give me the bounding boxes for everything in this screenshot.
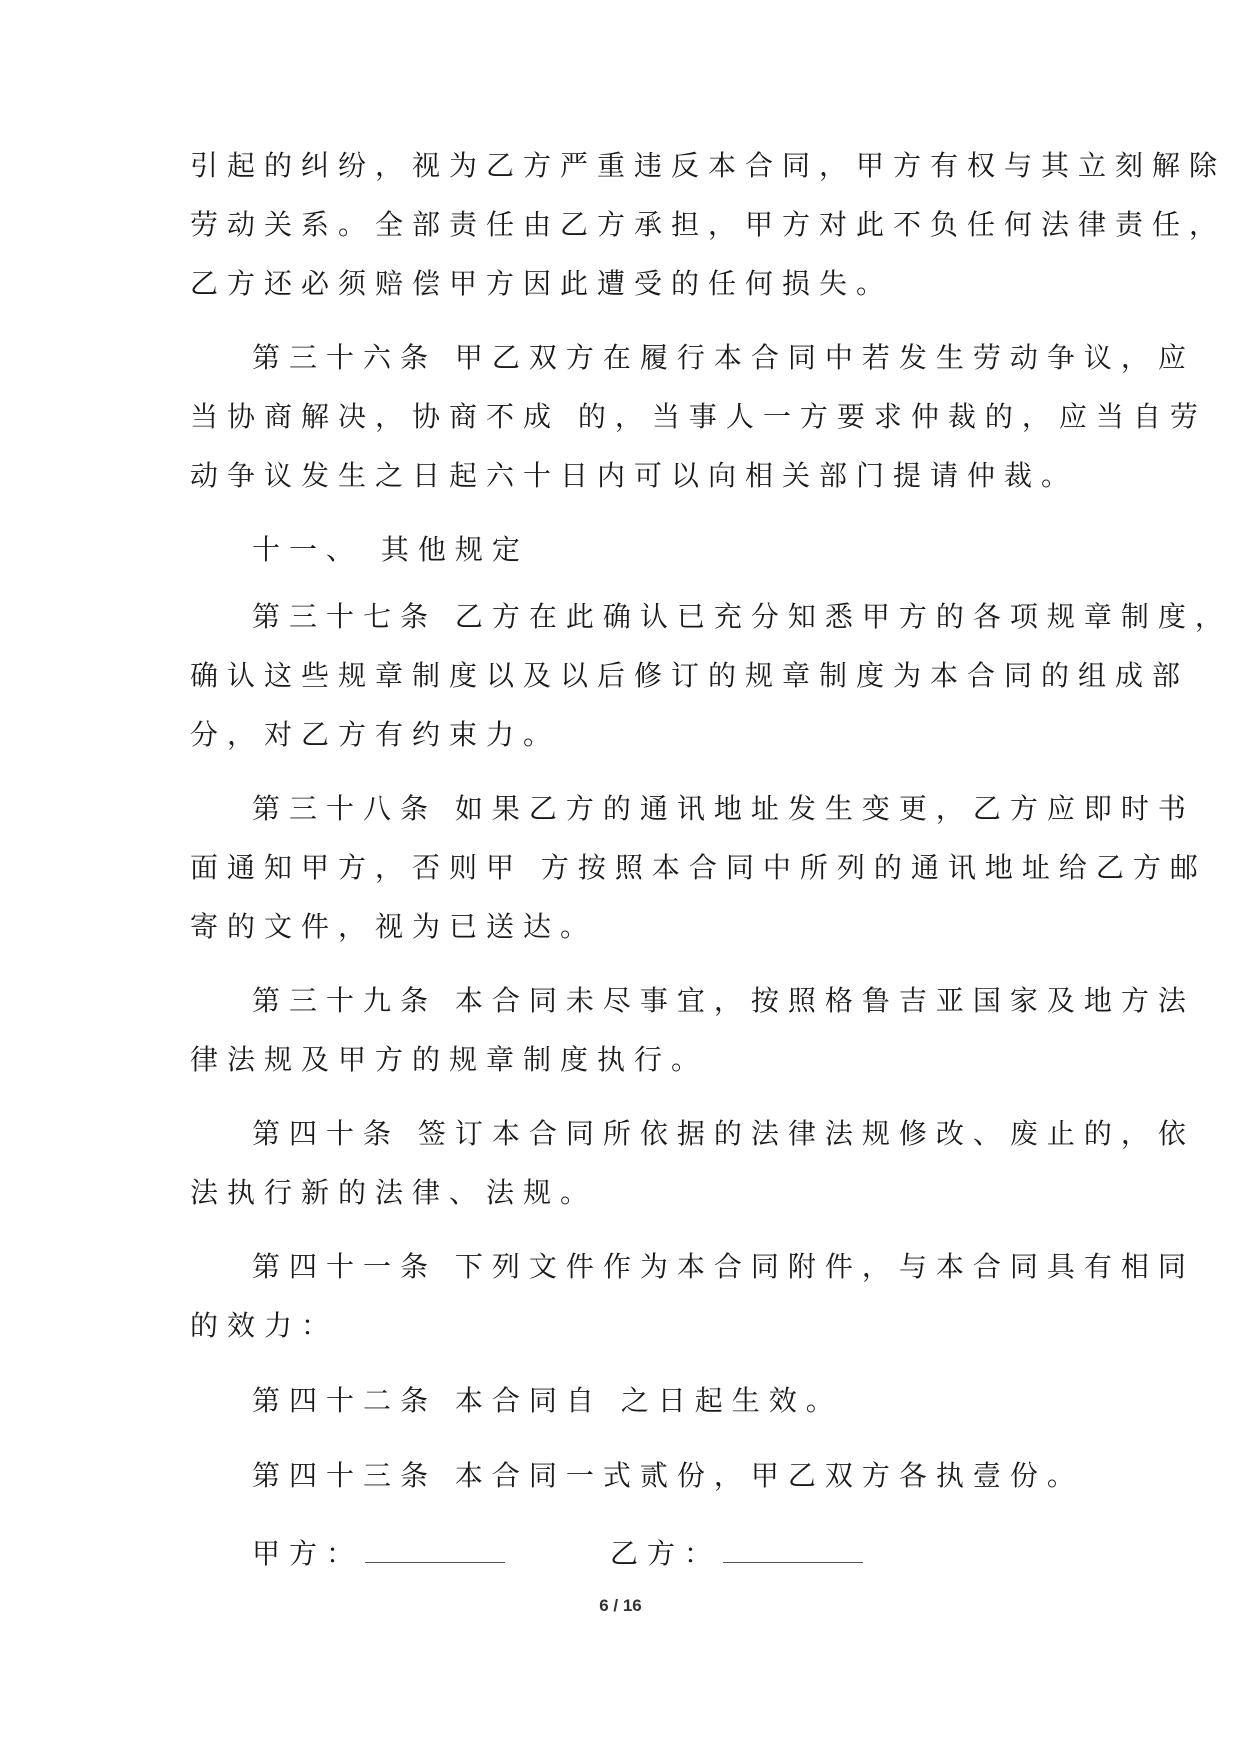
article-36-line-2: 当协商解决，协商不成 的，当事人一方要求仲裁的，应当自劳 — [190, 400, 1207, 433]
paragraph-1-line-3: 乙方还必须赔偿甲方因此遭受的任何损失。 — [190, 267, 894, 300]
party-a-label: 甲方： — [252, 1537, 364, 1570]
article-38-line-2: 面通知甲方，否则甲 方按照本合同中所列的通讯地址给乙方邮 — [190, 851, 1207, 884]
paragraph-1-line-2: 劳动关系。全部责任由乙方承担，甲方对此不负任何法律责任， — [190, 208, 1227, 241]
paragraph-1-line-1: 引起的纠纷，视为乙方严重违反本合同，甲方有权与其立刻解除 — [190, 149, 1227, 182]
article-39-line-1: 第三十九条 本合同未尽事宜，按照格鲁吉亚国家及地方法 — [252, 984, 1195, 1017]
article-36-line-1: 第三十六条 甲乙双方在履行本合同中若发生劳动争议，应 — [252, 341, 1195, 374]
party-a-signature-line — [365, 1536, 505, 1563]
article-37-line-2: 确认这些规章制度以及以后修订的规章制度为本合同的组成部 — [190, 659, 1190, 692]
article-37-line-3: 分，对乙方有约束力。 — [190, 718, 561, 751]
party-b-signature-line — [723, 1536, 863, 1563]
party-b-signature — [610, 1534, 863, 1574]
article-41-line-2: 的效力： — [190, 1309, 339, 1342]
article-39-line-2: 律法规及甲方的规章制度执行。 — [190, 1043, 709, 1076]
article-42-line-1: 第四十二条 本合同自 之日起生效。 — [252, 1384, 843, 1417]
article-36-line-3: 动争议发生之日起六十日内可以向相关部门提请仲裁。 — [190, 459, 1079, 492]
article-41-line-1: 第四十一条 下列文件作为本合同附件，与本合同具有相同 — [252, 1250, 1195, 1283]
party-a-signature — [252, 1534, 505, 1574]
section-heading-other-provisions: 十一、 其他规定 — [252, 533, 529, 566]
article-40-line-1: 第四十条 签订本合同所依据的法律法规修改、废止的，依 — [252, 1117, 1195, 1150]
party-b-label: 乙方： — [610, 1537, 722, 1570]
article-40-line-2: 法执行新的法律、法规。 — [190, 1176, 598, 1209]
article-43-line-1: 第四十三条 本合同一式贰份，甲乙双方各执壹份。 — [252, 1459, 1084, 1492]
article-37-line-1: 第三十七条 乙方在此确认已充分知悉甲方的各项规章制度， — [252, 600, 1232, 633]
article-38-line-3: 寄的文件，视为已送达。 — [190, 910, 598, 943]
article-38-line-1: 第三十八条 如果乙方的通讯地址发生变更，乙方应即时书 — [252, 792, 1195, 825]
page-number: 6 / 16 — [599, 1596, 642, 1615]
